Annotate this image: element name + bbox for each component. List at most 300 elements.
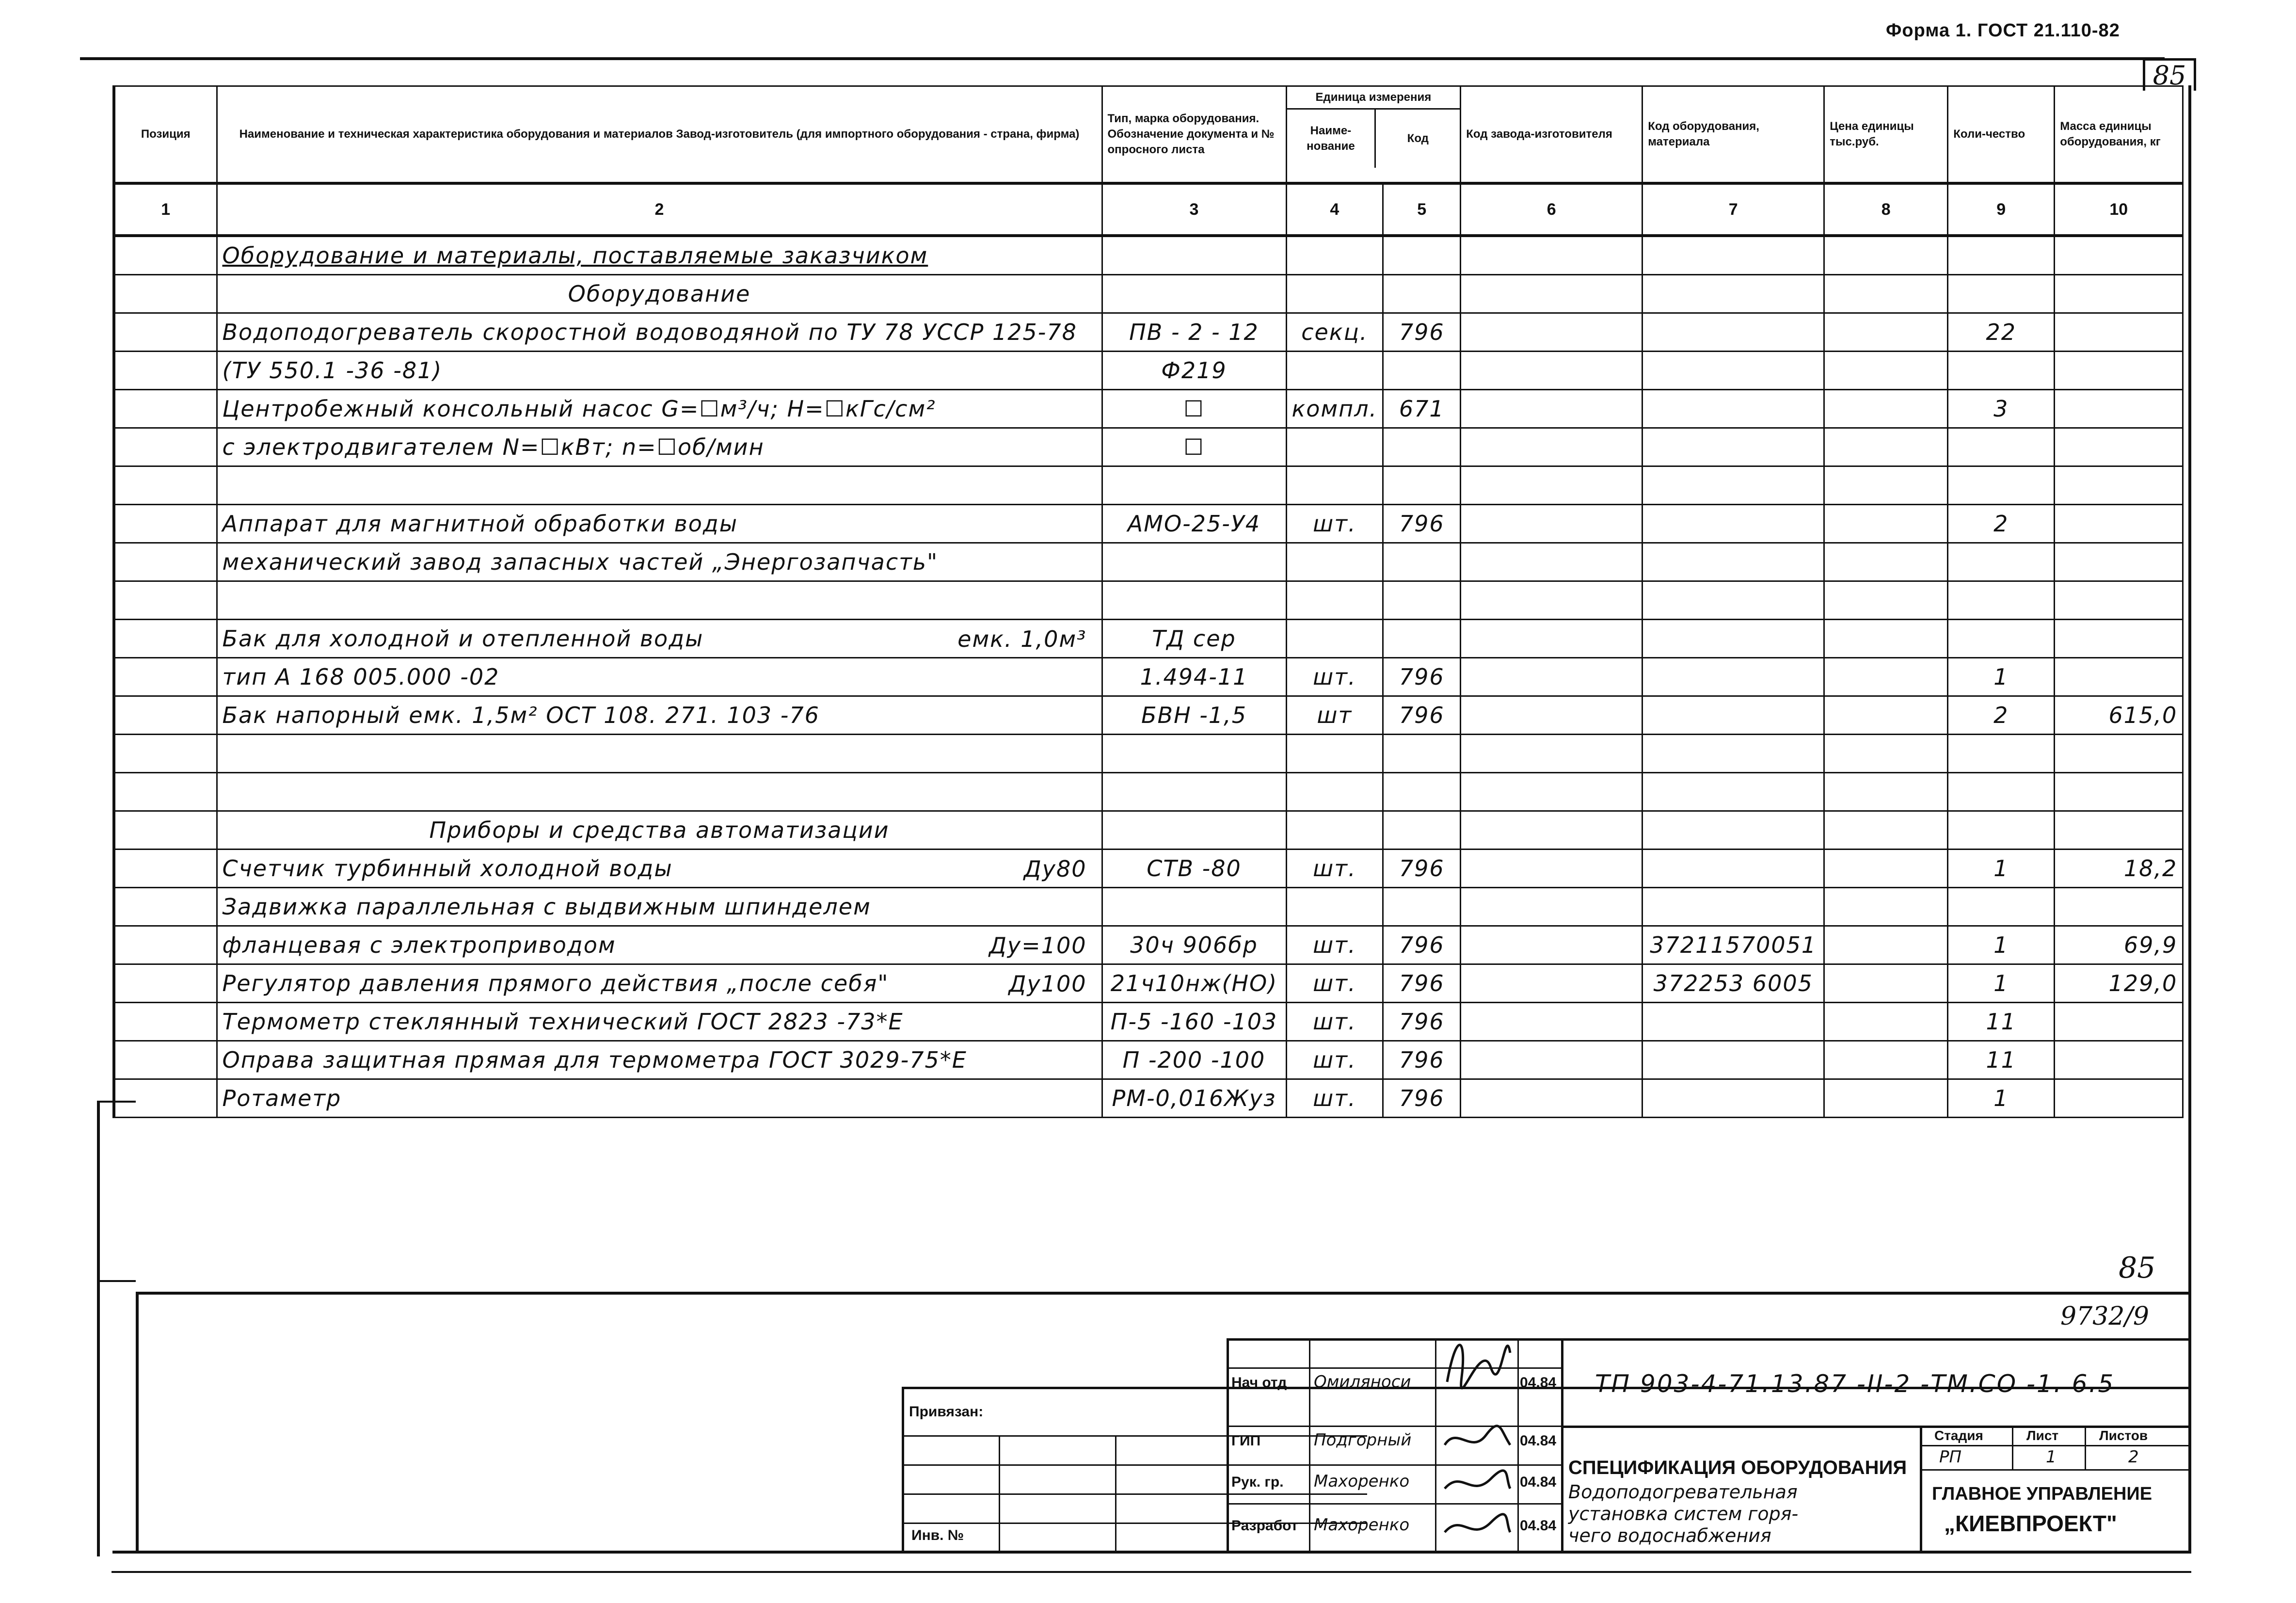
document-subtitle-1: Водоподогревательная: [1568, 1481, 1798, 1503]
position-cell: [114, 773, 217, 811]
price-cell: [1824, 620, 1948, 658]
item-equip-code-cell: [1642, 390, 1824, 428]
item-mass-cell: [2055, 505, 2183, 543]
plant-code-cell: [1461, 735, 1642, 773]
price-cell: [1824, 735, 1948, 773]
item-unit-code-cell: [1383, 428, 1461, 466]
stage-label: Стадия: [1934, 1428, 1983, 1443]
price-cell: [1824, 466, 1948, 505]
sheets-value: 2: [2128, 1447, 2139, 1467]
plant-code-cell: [1461, 236, 1642, 275]
item-equip-code-cell: [1642, 236, 1824, 275]
item-name: механический завод запасных частей „Энергозапчасть": [222, 549, 939, 575]
role-developer: Разработ: [1231, 1518, 1298, 1534]
column-number: 10: [2055, 183, 2183, 236]
document-subtitle-3: чего водоснабжения: [1568, 1525, 1771, 1546]
header-equip-code: Код оборудования, материала: [1642, 86, 1824, 184]
frame-line: [2188, 85, 2191, 1554]
item-unit-code-cell: 796: [1383, 964, 1461, 1003]
item-name: Счетчик турбинный холодной воды: [222, 855, 673, 882]
price-cell: [1824, 811, 1948, 850]
position-cell: [114, 581, 217, 620]
table-row: [114, 313, 2183, 352]
frame-line: [136, 1292, 2191, 1295]
item-qty-cell: [1948, 735, 2055, 773]
role-group-lead: Рук. гр.: [1231, 1474, 1284, 1490]
column-number: 8: [1824, 183, 1948, 236]
item-unit-code-cell: 796: [1383, 313, 1461, 352]
item-unit-code-cell: 796: [1383, 850, 1461, 888]
item-unit-cell: [1286, 620, 1383, 658]
item-name-cell: [217, 926, 1102, 964]
position-cell: [114, 275, 217, 313]
plant-code-cell: [1461, 620, 1642, 658]
position-cell: [114, 313, 217, 352]
item-mass-cell: [2055, 236, 2183, 275]
item-name-cell: [217, 275, 1102, 313]
item-unit-code-cell: [1383, 811, 1461, 850]
table-row: [114, 811, 2183, 850]
item-name-cell: [217, 313, 1102, 352]
item-mass-cell: [2055, 811, 2183, 850]
item-mass-cell: 18,2: [2055, 850, 2183, 888]
price-cell: [1824, 390, 1948, 428]
item-qty-cell: [1948, 888, 2055, 926]
item-unit-cell: [1286, 888, 1383, 926]
item-equip-code-cell: [1642, 696, 1824, 735]
item-type-cell: [1102, 466, 1286, 505]
price-cell: [1824, 581, 1948, 620]
header-unit: Единица измерения: [1287, 87, 1460, 110]
item-name: Задвижка параллельная с выдвижным шпинделем: [222, 894, 871, 920]
item-mass-cell: [2055, 1079, 2183, 1118]
price-cell: [1824, 236, 1948, 275]
item-equip-code-cell: [1642, 581, 1824, 620]
item-name-cell: [217, 811, 1102, 850]
item-unit-cell: шт.: [1286, 1003, 1383, 1041]
document-code: ТП 903-4-71.13.87 -II-2 -ТМ.СО -1. 6.5: [1595, 1370, 2115, 1398]
header-type: Тип, марка оборудования. Обозначение документа и № опросного листа: [1102, 86, 1286, 184]
organization-line-1: ГЛАВНОЕ УПРАВЛЕНИЕ: [1932, 1484, 2152, 1504]
frame-line: [97, 1280, 136, 1282]
date-gip: 04.84: [1520, 1433, 1557, 1449]
name-head-dept: Омиляноси: [1314, 1372, 1411, 1392]
item-name-suffix: Ду80: [1023, 856, 1087, 882]
document-subtitle-2: установка систем горя-: [1568, 1503, 1799, 1524]
table-row: [114, 1041, 2183, 1079]
table-row: [114, 888, 2183, 926]
item-name-cell: [217, 390, 1102, 428]
item-name-cell: [217, 1003, 1102, 1041]
archive-number: 9732/9: [2060, 1302, 2149, 1331]
item-name: с электродвигателем N=☐кВт; n=☐об/мин: [222, 434, 765, 460]
table-row: [114, 390, 2183, 428]
item-equip-code-cell: [1642, 1003, 1824, 1041]
item-unit-code-cell: 671: [1383, 390, 1461, 428]
item-mass-cell: 69,9: [2055, 926, 2183, 964]
header-plant-code: Код завода-изготовителя: [1461, 86, 1642, 184]
item-name: Ротаметр: [222, 1085, 342, 1111]
item-name-cell: [217, 236, 1102, 275]
table-row: [114, 581, 2183, 620]
item-mass-cell: [2055, 390, 2183, 428]
item-unit-cell: шт.: [1286, 1079, 1383, 1118]
item-mass-cell: [2055, 773, 2183, 811]
item-mass-cell: [2055, 1003, 2183, 1041]
item-type-cell: [1102, 773, 1286, 811]
position-cell: [114, 850, 217, 888]
header-unit-code: Код: [1407, 132, 1429, 145]
item-name-suffix: Ду100: [1008, 971, 1087, 997]
item-name-cell: [217, 352, 1102, 390]
header-name: Наименование и техническая характеристика оборудования и материалов Завод-изготовитель (для импортного оборудования - страна, фирма): [217, 86, 1102, 184]
position-cell: [114, 466, 217, 505]
item-name: (ТУ 550.1 -36 -81): [222, 357, 443, 384]
table-row: [114, 964, 2183, 1003]
position-cell: [114, 811, 217, 850]
item-unit-code-cell: [1383, 275, 1461, 313]
item-unit-code-cell: [1383, 581, 1461, 620]
item-type-cell: [1102, 543, 1286, 581]
item-qty-cell: [1948, 581, 2055, 620]
table-row: [114, 428, 2183, 466]
item-unit-code-cell: 796: [1383, 926, 1461, 964]
plant-code-cell: [1461, 428, 1642, 466]
item-equip-code-cell: 37211570051: [1642, 926, 1824, 964]
item-qty-cell: 11: [1948, 1041, 2055, 1079]
table-row: [114, 275, 2183, 313]
header-unit-name: Наиме-нование: [1287, 110, 1376, 168]
item-mass-cell: 129,0: [2055, 964, 2183, 1003]
item-mass-cell: [2055, 888, 2183, 926]
item-qty-cell: 1: [1948, 964, 2055, 1003]
sheet-value: 1: [2046, 1447, 2057, 1467]
sheets-label: Листов: [2099, 1428, 2148, 1443]
position-cell: [114, 964, 217, 1003]
item-mass-cell: [2055, 735, 2183, 773]
item-unit-cell: шт: [1286, 696, 1383, 735]
position-cell: [114, 696, 217, 735]
item-type-cell: [1102, 275, 1286, 313]
item-name: Бак напорный емк. 1,5м² ОСТ 108. 271. 103 -76: [222, 702, 820, 728]
position-cell: [114, 352, 217, 390]
price-cell: [1824, 658, 1948, 696]
item-unit-code-cell: [1383, 236, 1461, 275]
signature-marks: [1437, 1309, 1517, 1552]
item-name-cell: [217, 888, 1102, 926]
position-cell: [114, 888, 217, 926]
date-head-dept: 04.84: [1520, 1375, 1557, 1391]
item-mass-cell: [2055, 1041, 2183, 1079]
item-qty-cell: [1948, 811, 2055, 850]
item-type-cell: ☐: [1102, 390, 1286, 428]
item-name-cell: [217, 850, 1102, 888]
item-qty-cell: 1: [1948, 1079, 2055, 1118]
item-name-cell: [217, 466, 1102, 505]
item-name-cell: [217, 1041, 1102, 1079]
item-type-cell: РМ-0,016Жуз: [1102, 1079, 1286, 1118]
plant-code-cell: [1461, 1003, 1642, 1041]
item-mass-cell: [2055, 313, 2183, 352]
column-number-row: [114, 183, 2183, 236]
price-cell: [1824, 926, 1948, 964]
frame-line: [112, 1571, 2191, 1573]
item-mass-cell: [2055, 466, 2183, 505]
name-group-lead: Махоренко: [1314, 1472, 1410, 1491]
item-unit-cell: [1286, 275, 1383, 313]
item-unit-cell: [1286, 236, 1383, 275]
item-type-cell: [1102, 581, 1286, 620]
column-number: 1: [114, 183, 217, 236]
item-mass-cell: [2055, 352, 2183, 390]
plant-code-cell: [1461, 543, 1642, 581]
item-unit-code-cell: [1383, 735, 1461, 773]
table-row: [114, 658, 2183, 696]
item-type-cell: ☐: [1102, 428, 1286, 466]
price-cell: [1824, 1079, 1948, 1118]
item-name: Приборы и средства автоматизации: [429, 817, 890, 843]
item-unit-cell: [1286, 773, 1383, 811]
item-unit-cell: шт.: [1286, 850, 1383, 888]
position-cell: [114, 1079, 217, 1118]
item-name-cell: [217, 964, 1102, 1003]
date-developer: 04.84: [1520, 1518, 1557, 1534]
item-unit-code-cell: 796: [1383, 1003, 1461, 1041]
item-equip-code-cell: [1642, 773, 1824, 811]
table-row: [114, 543, 2183, 581]
item-unit-code-cell: [1383, 888, 1461, 926]
stage-value: РП: [1939, 1447, 1962, 1467]
item-qty-cell: [1948, 773, 2055, 811]
item-unit-cell: секц.: [1286, 313, 1383, 352]
sheet-label: Лист: [2026, 1428, 2059, 1443]
item-unit-cell: шт.: [1286, 658, 1383, 696]
table-row: [114, 850, 2183, 888]
document-title: СПЕЦИФИКАЦИЯ ОБОРУДОВАНИЯ: [1568, 1457, 1907, 1478]
item-type-cell: Ф219: [1102, 352, 1286, 390]
price-cell: [1824, 888, 1948, 926]
item-unit-cell: шт.: [1286, 1041, 1383, 1079]
position-cell: [114, 926, 217, 964]
item-type-cell: 21ч10нж(НО): [1102, 964, 1286, 1003]
position-cell: [114, 390, 217, 428]
price-cell: [1824, 773, 1948, 811]
item-type-cell: ПВ - 2 - 12: [1102, 313, 1286, 352]
column-number: 7: [1642, 183, 1824, 236]
column-number: 3: [1102, 183, 1286, 236]
item-type-cell: [1102, 888, 1286, 926]
item-unit-cell: [1286, 543, 1383, 581]
item-qty-cell: 1: [1948, 658, 2055, 696]
frame-line: [112, 1551, 2191, 1554]
frame-line: [97, 1101, 100, 1556]
plant-code-cell: [1461, 926, 1642, 964]
position-cell: [114, 505, 217, 543]
item-equip-code-cell: [1642, 543, 1824, 581]
item-name: тип А 168 005.000 -02: [222, 664, 500, 690]
item-unit-cell: [1286, 735, 1383, 773]
item-mass-cell: [2055, 620, 2183, 658]
column-number: 9: [1948, 183, 2055, 236]
price-cell: [1824, 543, 1948, 581]
item-unit-cell: [1286, 811, 1383, 850]
position-cell: [114, 236, 217, 275]
item-mass-cell: [2055, 658, 2183, 696]
column-number: 4: [1286, 183, 1383, 236]
item-qty-cell: [1948, 428, 2055, 466]
date-group-lead: 04.84: [1520, 1474, 1557, 1490]
item-qty-cell: 1: [1948, 850, 2055, 888]
header-mass: Масса единицы оборудования, кг: [2055, 86, 2183, 184]
item-qty-cell: [1948, 275, 2055, 313]
column-number: 2: [217, 183, 1102, 236]
item-name: фланцевая с электроприводом: [222, 932, 616, 958]
form-label: Форма 1. ГОСТ 21.110-82: [1886, 20, 2120, 41]
item-name-cell: [217, 505, 1102, 543]
item-name: Аппарат для магнитной обработки воды: [222, 511, 738, 537]
item-qty-cell: [1948, 236, 2055, 275]
item-type-cell: П -200 -100: [1102, 1041, 1286, 1079]
item-qty-cell: [1948, 620, 2055, 658]
price-cell: [1824, 696, 1948, 735]
plant-code-cell: [1461, 275, 1642, 313]
table-row: [114, 620, 2183, 658]
page-number: 85: [2119, 1251, 2156, 1285]
plant-code-cell: [1461, 888, 1642, 926]
item-equip-code-cell: 372253 6005: [1642, 964, 1824, 1003]
price-cell: [1824, 1041, 1948, 1079]
item-equip-code-cell: [1642, 1041, 1824, 1079]
table-row: [114, 466, 2183, 505]
item-unit-cell: [1286, 352, 1383, 390]
attached-label: Привязан:: [909, 1404, 984, 1420]
item-name-cell: [217, 428, 1102, 466]
position-cell: [114, 1041, 217, 1079]
item-name: Оборудование и материалы, поставляемые заказчиком: [222, 242, 928, 269]
item-type-cell: 30ч 906бр: [1102, 926, 1286, 964]
item-unit-cell: шт.: [1286, 964, 1383, 1003]
plant-code-cell: [1461, 850, 1642, 888]
position-cell: [114, 735, 217, 773]
item-unit-cell: шт.: [1286, 505, 1383, 543]
item-unit-code-cell: 796: [1383, 658, 1461, 696]
item-equip-code-cell: [1642, 313, 1824, 352]
price-cell: [1824, 352, 1948, 390]
item-mass-cell: 615,0: [2055, 696, 2183, 735]
item-name: Термометр стеклянный технический ГОСТ 2823 -73*Е: [222, 1009, 904, 1035]
item-type-cell: 1.494-11: [1102, 658, 1286, 696]
item-type-cell: СТВ -80: [1102, 850, 1286, 888]
frame-line: [136, 1292, 139, 1554]
price-cell: [1824, 505, 1948, 543]
header-position: Позиция: [114, 86, 217, 184]
plant-code-cell: [1461, 1079, 1642, 1118]
item-unit-cell: [1286, 428, 1383, 466]
plant-code-cell: [1461, 313, 1642, 352]
position-cell: [114, 658, 217, 696]
item-type-cell: БВН -1,5: [1102, 696, 1286, 735]
item-equip-code-cell: [1642, 850, 1824, 888]
item-equip-code-cell: [1642, 735, 1824, 773]
item-name-cell: [217, 620, 1102, 658]
plant-code-cell: [1461, 390, 1642, 428]
item-equip-code-cell: [1642, 466, 1824, 505]
item-name: Бак для холодной и отепленной воды: [222, 625, 704, 652]
item-equip-code-cell: [1642, 620, 1824, 658]
item-equip-code-cell: [1642, 505, 1824, 543]
price-cell: [1824, 1003, 1948, 1041]
frame-line: [97, 1101, 136, 1103]
item-name: Водоподогреватель скоростной водоводяной по ТУ 78 УССР 125-78: [222, 319, 1077, 345]
table-row: [114, 1079, 2183, 1118]
header-qty: Коли-чество: [1948, 86, 2055, 184]
item-type-cell: ТД сер: [1102, 620, 1286, 658]
item-unit-code-cell: [1383, 620, 1461, 658]
item-equip-code-cell: [1642, 811, 1824, 850]
item-name-suffix: Ду=100: [989, 932, 1087, 959]
item-equip-code-cell: [1642, 275, 1824, 313]
table-row: [114, 926, 2183, 964]
table-row: [114, 505, 2183, 543]
position-cell: [114, 428, 217, 466]
plant-code-cell: [1461, 773, 1642, 811]
plant-code-cell: [1461, 658, 1642, 696]
item-unit-code-cell: 796: [1383, 505, 1461, 543]
item-name-suffix: емк. 1,0м³: [957, 626, 1087, 652]
item-name-cell: [217, 773, 1102, 811]
item-unit-code-cell: [1383, 773, 1461, 811]
price-cell: [1824, 313, 1948, 352]
item-name-cell: [217, 696, 1102, 735]
price-cell: [1824, 275, 1948, 313]
plant-code-cell: [1461, 1041, 1642, 1079]
item-unit-cell: [1286, 466, 1383, 505]
specification-table: [112, 85, 2184, 1118]
plant-code-cell: [1461, 466, 1642, 505]
item-name-cell: [217, 543, 1102, 581]
position-cell: [114, 1003, 217, 1041]
header-price: Цена единицы тыс.руб.: [1824, 86, 1948, 184]
item-type-cell: П-5 -160 -103: [1102, 1003, 1286, 1041]
role-gip: ГИП: [1231, 1433, 1261, 1449]
item-mass-cell: [2055, 275, 2183, 313]
item-mass-cell: [2055, 428, 2183, 466]
item-qty-cell: [1948, 543, 2055, 581]
item-equip-code-cell: [1642, 888, 1824, 926]
item-equip-code-cell: [1642, 658, 1824, 696]
sheet-number-box: 85: [2143, 58, 2196, 91]
item-type-cell: [1102, 735, 1286, 773]
item-name-cell: [217, 1079, 1102, 1118]
table-row: [114, 352, 2183, 390]
item-mass-cell: [2055, 543, 2183, 581]
item-unit-code-cell: 796: [1383, 1079, 1461, 1118]
plant-code-cell: [1461, 505, 1642, 543]
table-row: [114, 735, 2183, 773]
item-unit-code-cell: 796: [1383, 1041, 1461, 1079]
item-unit-code-cell: [1383, 543, 1461, 581]
table-row: [114, 1003, 2183, 1041]
item-type-cell: АМО-25-У4: [1102, 505, 1286, 543]
item-qty-cell: 11: [1948, 1003, 2055, 1041]
column-number: 6: [1461, 183, 1642, 236]
header-unit-group: [1286, 86, 1461, 184]
item-unit-cell: [1286, 581, 1383, 620]
item-equip-code-cell: [1642, 428, 1824, 466]
item-name: Регулятор давления прямого действия „после себя": [222, 970, 889, 996]
price-cell: [1824, 850, 1948, 888]
item-type-cell: [1102, 811, 1286, 850]
